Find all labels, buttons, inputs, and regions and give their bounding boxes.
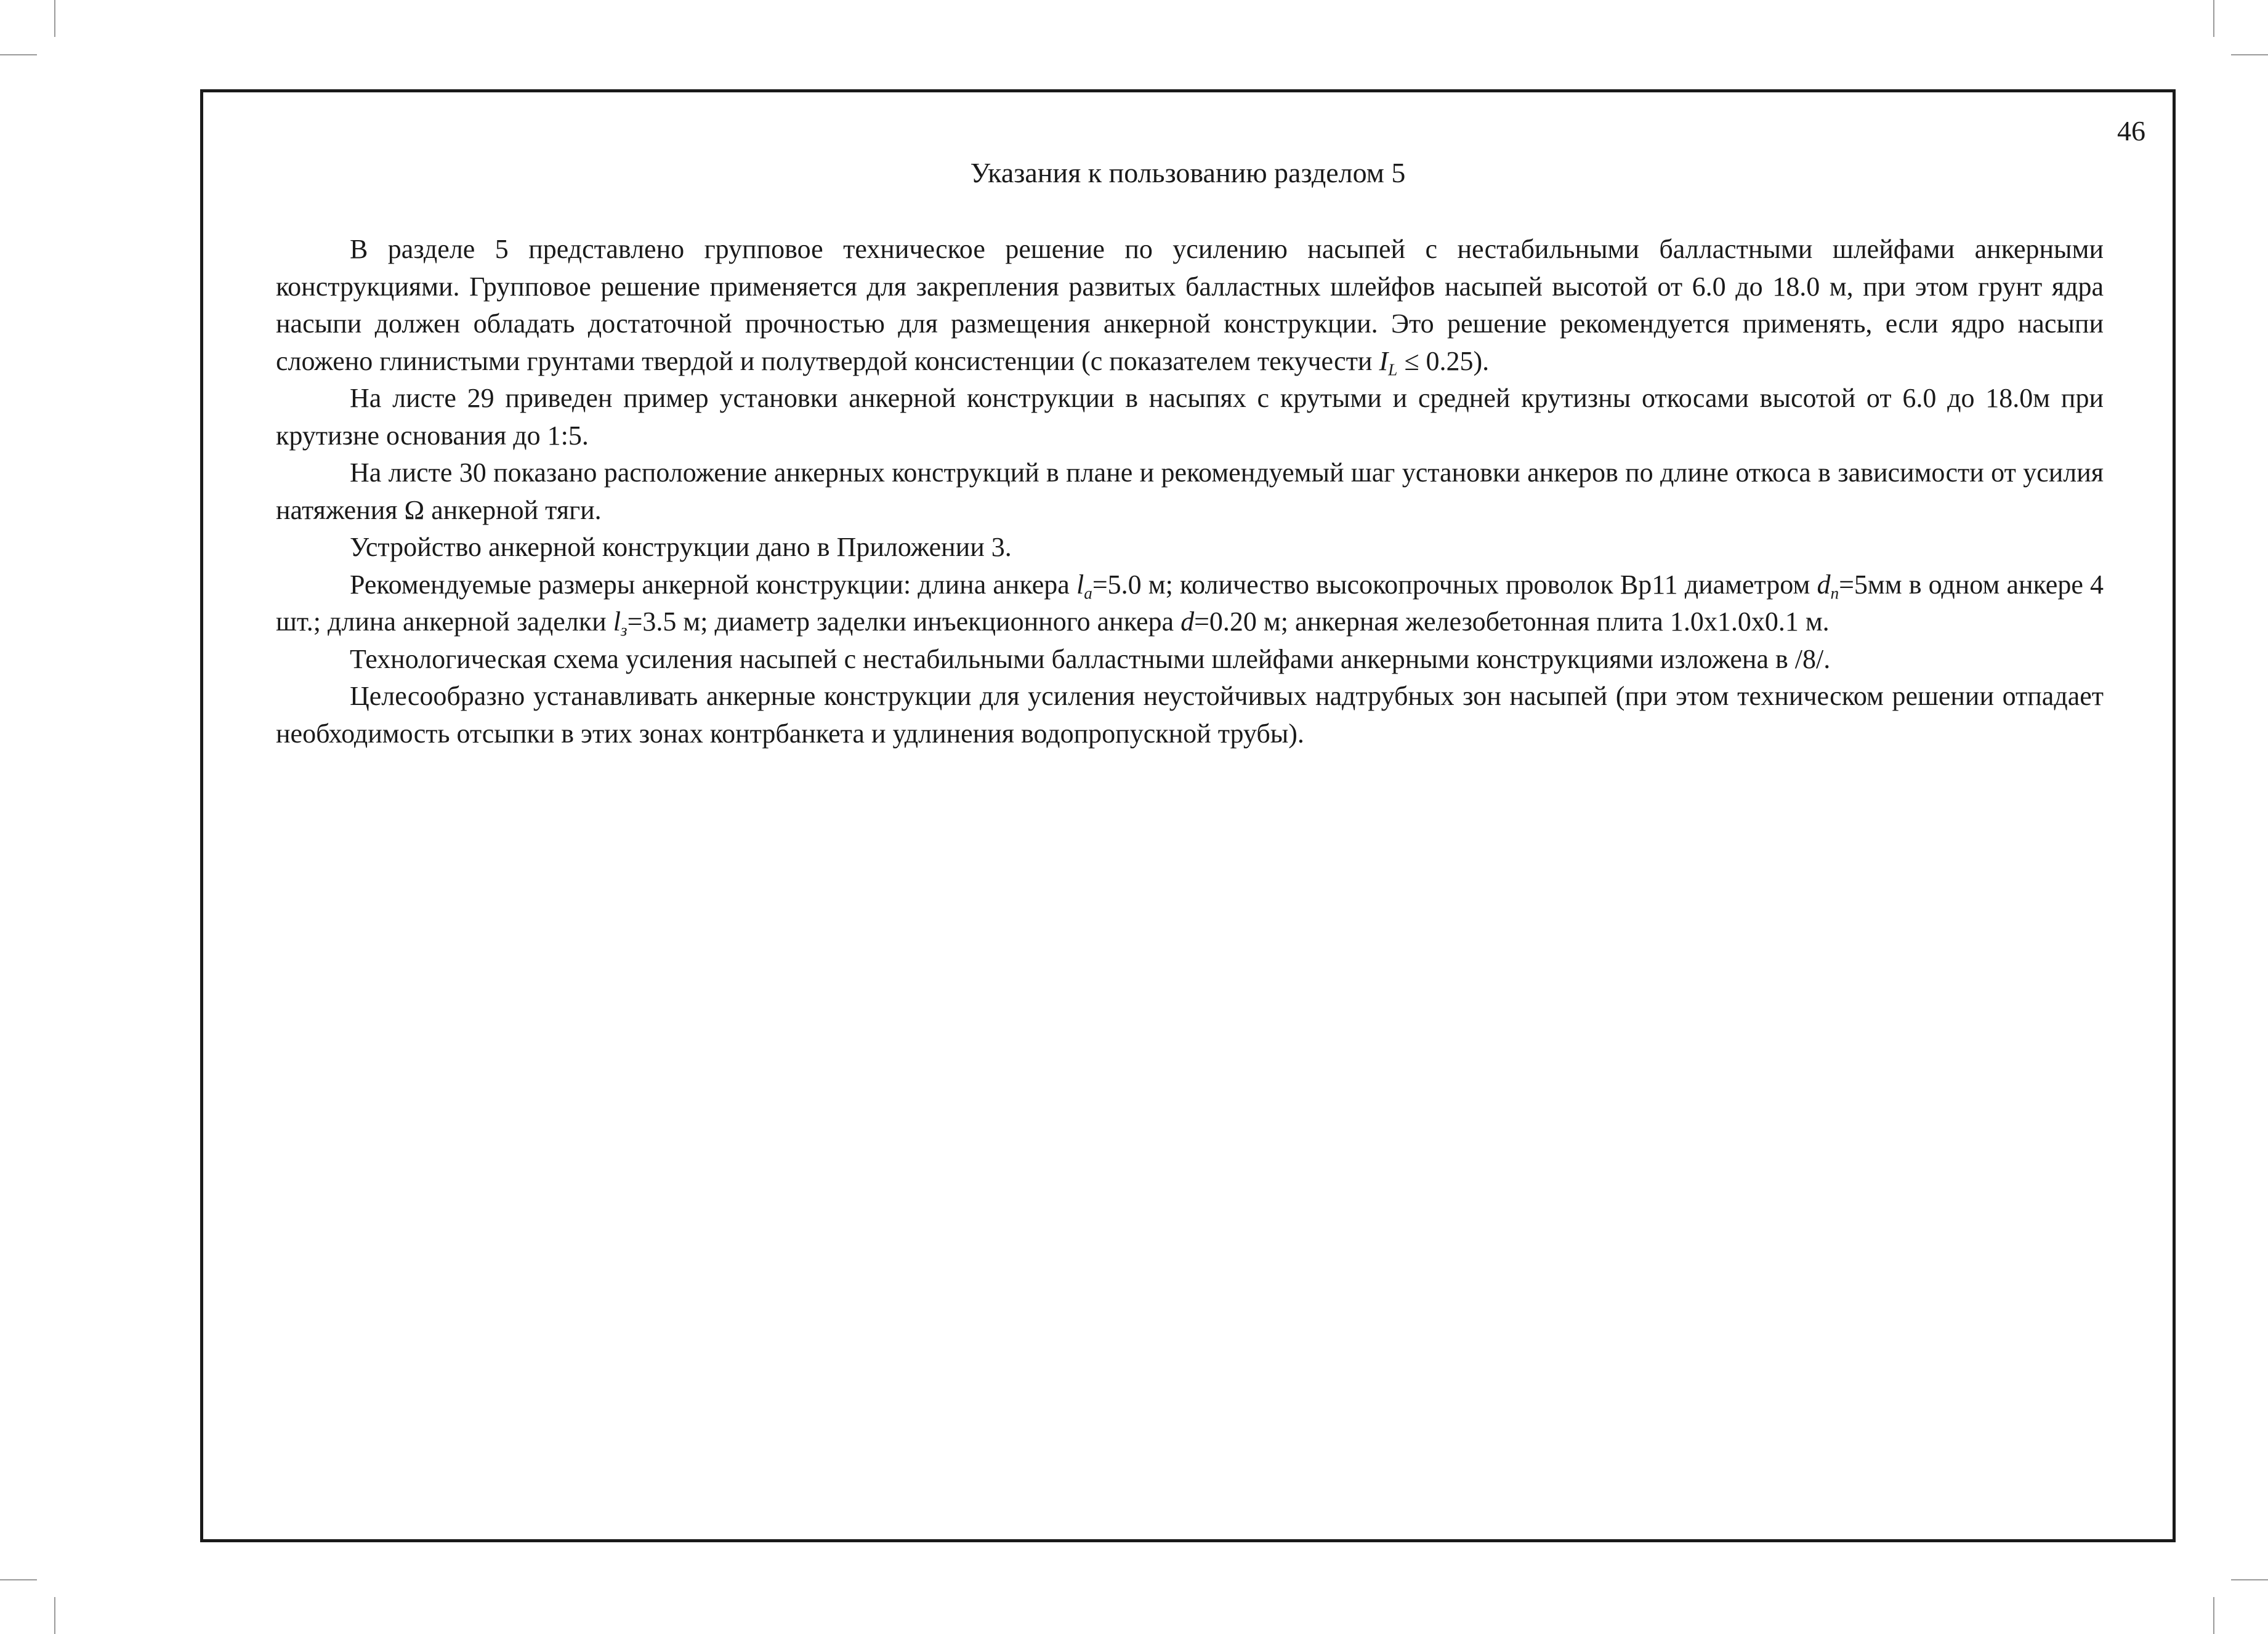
- paragraph-recommendation: Целесообразно устанавливать анкерные конструкции для усиления неустойчивых надтрубных зон насыпей (при этом техническом решении отпадает необходимость отсыпки в этих зонах контрбанкета и удлинения водопропускной трубы).: [276, 681, 2104, 749]
- paragraph-technology: Технологическая схема усиления насыпей с нестабильными балластными шлейфами анкерными конструкциями изложена в /8/.: [350, 643, 1831, 674]
- crop-mark: [54, 1597, 55, 1634]
- crop-mark: [2213, 0, 2214, 37]
- subscript: a: [1084, 584, 1092, 603]
- page-frame: [200, 89, 2176, 1542]
- paragraph-intro: [276, 231, 2104, 380]
- paragraph-sheet-30: На листе 30 показано расположение анкерных конструкций в плане и рекомендуемый шаг установки анкеров по длине откоса в зависимости от усилия натяжения Ω анкерной тяги.: [276, 457, 2104, 525]
- crop-mark: [2231, 54, 2268, 55]
- paragraph-dimensions: [276, 566, 2104, 641]
- body-text: [276, 231, 2104, 752]
- symbol-d: d: [1180, 606, 1195, 637]
- symbol-lz: l: [613, 606, 621, 637]
- text-run: =0.20 м; анкерная железобетонная плита 1.0х1.0х0.1 м.: [1194, 606, 1830, 637]
- subscript: n: [1830, 584, 1839, 603]
- paragraph-appendix: Устройство анкерной конструкции дано в Приложении 3.: [350, 532, 1012, 562]
- symbol-il: I: [1379, 345, 1389, 376]
- crop-mark: [2213, 1597, 2214, 1634]
- page-number: 46: [2117, 115, 2145, 147]
- text-run: =5мм в одном анкере 4 шт.; длина анкерной заделки: [276, 569, 2104, 637]
- section-title: Указания к пользованию разделом 5: [970, 157, 1406, 188]
- paragraph-sheet-29: На листе 29 приведен пример установки анкерной конструкции в насыпях с крутыми и средней крутизны откосами высотой от 6.0 до 18.0м при крутизне основания до 1:5.: [276, 383, 2104, 451]
- symbol-la: l: [1076, 569, 1084, 600]
- text-run: =5.0 м; количество высокопрочных проволок Вр11 диаметром: [1092, 569, 1817, 600]
- crop-mark: [54, 0, 55, 37]
- crop-mark: [0, 54, 37, 55]
- crop-mark: [0, 1579, 37, 1580]
- text-run: =3.5 м; диаметр заделки инъекционного анкера: [627, 606, 1181, 637]
- symbol-dn: d: [1817, 569, 1831, 600]
- crop-mark: [2231, 1579, 2268, 1580]
- subscript: з: [620, 621, 628, 640]
- text-run: Рекомендуемые размеры анкерной конструкции: длина анкера: [350, 569, 1076, 600]
- text-run: ≤ 0.25).: [1397, 345, 1490, 376]
- text-run: В разделе 5 представлено групповое техническое решение по усилению насыпей с нестабильными балластными шлейфами анкерными конструкциями. Групповое решение применяется для закрепления развитых балластных шлейфов насыпей высотой от 6.0 до 18.0 м, при этом грунт ядра насыпи должен обладать достаточной прочностью для размещения анкерной конструкции. Это решение рекомендуется применять, если ядро насыпи сложено глинистыми грунтами твердой и полутвердой консистенции (с показателем текучести: [276, 234, 2104, 376]
- subscript: L: [1388, 360, 1398, 379]
